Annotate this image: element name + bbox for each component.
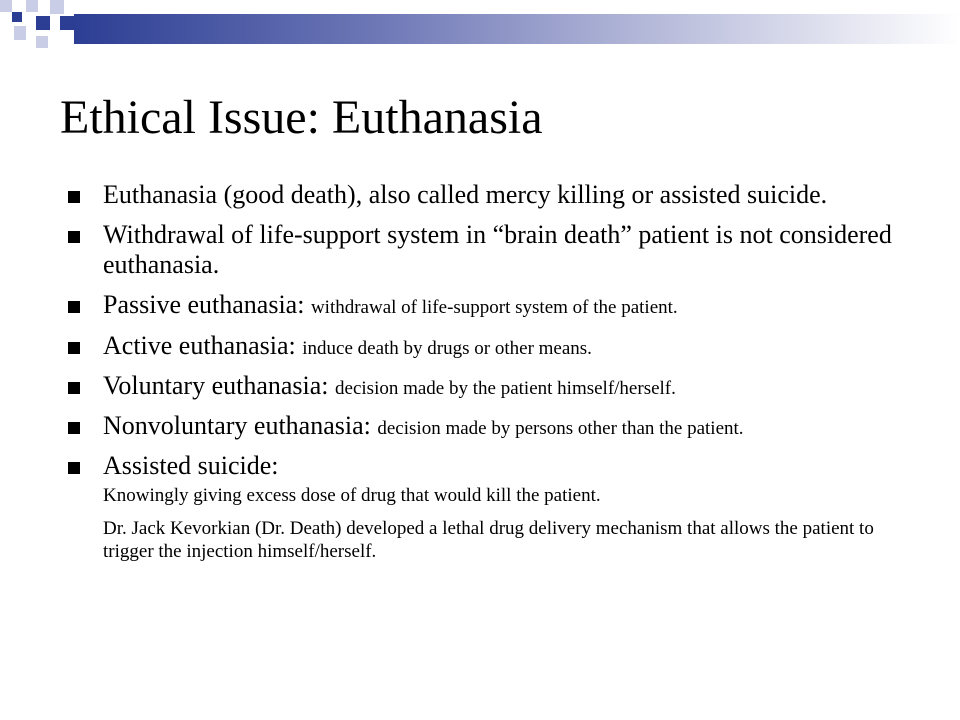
square-bullet-icon: [68, 422, 80, 434]
square-bullet-icon: [68, 231, 80, 243]
bullet-definition: induce death by drugs or other means.: [302, 337, 592, 359]
slide-title: Ethical Issue: Euthanasia: [60, 91, 543, 144]
square-bullet-icon: [68, 191, 80, 203]
header-gradient-bar: [74, 14, 960, 44]
decorative-square: [26, 0, 38, 12]
decorative-square: [12, 12, 22, 22]
decorative-square: [0, 0, 12, 12]
square-bullet-icon: [68, 342, 80, 354]
bullet-definition: decision made by the patient himself/herself.: [335, 377, 676, 399]
assisted-suicide-note: Knowingly giving excess dose of drug that would kill the patient.: [103, 485, 601, 507]
bullet-item-nonvoluntary: [66, 411, 906, 441]
bullet-list: [66, 180, 906, 574]
header-decoration: [0, 0, 960, 60]
bullet-item-assisted-suicide: [66, 451, 906, 564]
decorative-square: [36, 36, 48, 48]
square-bullet-icon: [68, 462, 80, 474]
bullet-term: Nonvoluntary euthanasia:: [103, 410, 378, 440]
decorative-square: [50, 0, 64, 14]
bullet-term: Active euthanasia:: [103, 330, 303, 360]
assisted-suicide-note: Dr. Jack Kevorkian (Dr. Death) developed a lethal drug delivery mechanism that allows the patient to trigger the injection himself/herself.: [103, 518, 874, 562]
bullet-item-active: [66, 331, 906, 361]
square-bullet-icon: [68, 382, 80, 394]
bullet-definition: withdrawal of life-support system of the patient.: [310, 297, 678, 319]
bullet-item-voluntary: [66, 371, 906, 401]
bullet-term: Assisted suicide:: [103, 451, 279, 481]
bullet-item-passive: [66, 290, 906, 320]
bullet-text: Euthanasia (good death), also called mercy killing or assisted suicide.: [103, 180, 828, 209]
decorative-square: [36, 16, 50, 30]
bullet-definition: decision made by persons other than the patient.: [377, 417, 744, 439]
bullet-text: Withdrawal of life-support system in “brain death” patient is not considered euthanasia.: [103, 220, 892, 280]
bullet-term: Voluntary euthanasia:: [103, 370, 336, 400]
decorative-square: [60, 16, 74, 30]
bullet-item-euthanasia: [66, 180, 906, 210]
bullet-term: Passive euthanasia:: [103, 290, 311, 320]
bullet-item-withdrawal: [66, 220, 906, 280]
square-bullet-icon: [68, 301, 80, 313]
decorative-square: [14, 26, 26, 40]
